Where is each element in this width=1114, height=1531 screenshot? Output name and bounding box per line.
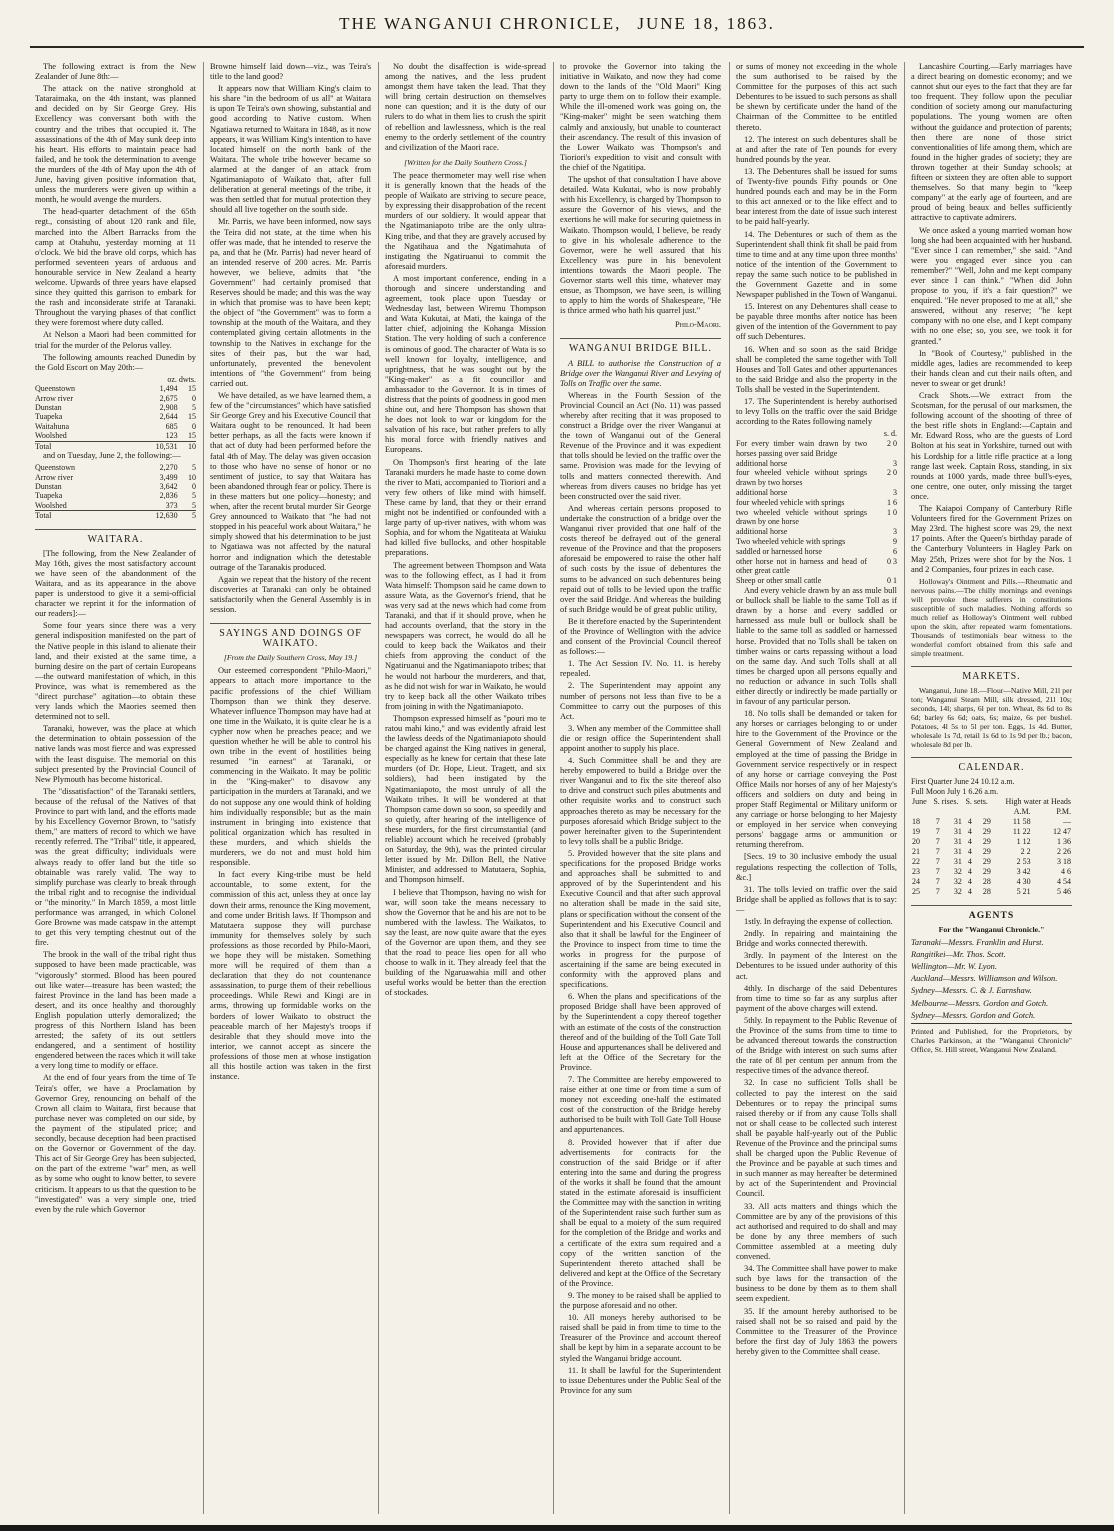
bill-section: or sums of money not exceeding in the whole the sum authorised to be raised by the Committee for the purposes of this act such Debentures to be issued to such persons as shall be shewn by certificate under the hand of the Chairman of the Committee to be entitled thereto.	[736, 62, 897, 132]
section-heading: MARKETS.	[911, 666, 1072, 682]
bill-section: 13. The Debentures shall be issued for sums of Twenty-five pounds Fifty pounds or One hundred pounds each and may be in the Form to this act annexed or to the like effect and to bear interest from the date of issue such interest to be paid half-yearly.	[736, 166, 897, 227]
article-paragraph: The following amounts reached Dunedin by the Gold Escort on May 20th:—	[35, 352, 196, 372]
masthead-title: THE WANGANUI CHRONICLE,	[339, 14, 622, 33]
column-5	[736, 62, 897, 1514]
article-paragraph: It appears now that William King's claim to his share "in the bedroom of us all" at Waitara is upon Te Teira's own showing, substantial and good according to Native custom. When Ngatiawa returned to Waitara in 1848, as it now appears, it was William King's intention to have located himself on the north bank of the Waitara. The whole tribe however became so alarmed at the danger of an attack from Ngatimaniapoto of Waikato that, after full deliberation at general meetings of the tribe, it was then settled that for mutual protection they should all live together on the south side.	[210, 84, 371, 215]
bill-section: 2. The Superintendent may appoint any number of persons not less than five to be a Committee to carry out the purposes of this Act.	[560, 681, 721, 721]
bill-section: 3. When any member of the Committee shall die or resign office the Superintendent shall appoint another to supply his place.	[560, 723, 721, 753]
article-paragraph: Mr. Parris, we have been informed, now says the Teira did not state, at the time when his offer was made, that he intended to reserve the pa, and that he (Mr. Parris) had never heard of an intended reserve of 200 acres. Mr. Parris however, we believe, admits that "the Government" had certainly promised that Reserves should be made; and this was the way in which that promise was to have been kept; the object of "the Government" was to form a township at the mouth of the Waitara, and they contemplated giving certain allotments in the township to the Natives in exchange for the sites of their pas, but the war had, unfortunately, prevented the benevolent intentions of "the Government" from being carried out.	[210, 217, 371, 388]
column-1	[35, 62, 196, 1514]
list-item: Sydney—Messrs. C. & J. Earnshaw.	[911, 986, 1032, 996]
gold-unit-label: oz. dwts.	[167, 374, 196, 384]
article-paragraph: Browne himself laid down—viz., was Teira's title to the land good?	[210, 62, 371, 82]
toll-row: four wheeled vehicle with springs 1 6	[736, 497, 897, 507]
gold-escort-table-1	[35, 375, 196, 451]
article-paragraph: A most important conference, ending in a thorough and sincere understanding and agreement, took place upon Tuesday or Wednesday last, between Wiremu Thompson and Wata Kukutai, at Mati, the kainga of the latter chief, adjoining the Kohanga Mission Station. The very holding of such a conference is ominous of good. The character of Wata is so well known for loyalty, intelligence, and uprightness, that he was sought out by the "King-maker" as a fit councillor and ambassador to the Governor. It is in times of distress that the points of goodness in good men shine out, and here Thompson has shown that he does not look to war or kingdom for the salvation of his race, but rather prefers to ally his moral force with friendly natives and Europeans.	[385, 273, 546, 455]
tolls-unit-label: s. d.	[883, 429, 897, 439]
article-paragraph: Thompson expressed himself as "pouri mo te ratou mahi kino," and was evidently afraid lest the lawless deeds of the Ngatimaniapoto should be charged against the King natives in general, especially as he knew for certain that these late murders (of Dr. Hope, Lieut. Tragett, and six soldiers), had been instigated by the Ngatimaniapoto, the most unruly of all the Waikato tribes. It will be wondered at that Thompson came down so soon, so speedily and so quietly, after hearing of the intelligence of these murders, for the first circumstantial (and reliable) account which he received (probably on Saturday, the 9th), was the printed circular letter issued by Mr. Dillon Bell, the Native Minister, and addressed to Matutaera, Sophia, and Thompson himself.	[385, 713, 546, 885]
article-paragraph: In fact every King-tribe must be held accountable, to some extent, for the commission of this act, unless they at once lay down their arms, renounce the King movement, and come under British laws. If Thompson and Matutaera suppose they will purchase immunity for themselves solely by such professions as those recorded by Philo-Maori, we hope they will be mistaken. Something more will be required of them than a declaration that they do not countenance assassination, to purge them of their rebellious proceedings. While Rewi and Kingi are in arms, throwing up formidable works on the borders of lower Waikato to obstruct the peaceable march of her Majesty's troops if desirable that they should move into the interior, we cannot accept as sincere the professions of those men at whose instigation all this hostile action was taken in the first instance.	[210, 870, 371, 1082]
section-heading: AGENTS	[911, 905, 1072, 921]
tolls-table	[736, 429, 897, 586]
imprint: Printed and Published, for the Proprietors, by Charles Parkinson, at the "Wanganui Chronicle" Office, St. Hill street, Wanganui New Zealand.	[911, 1023, 1072, 1054]
toll-row: two wheeled vehicle without springs drawn by one horse 1 0	[736, 507, 897, 527]
signature: Philo-Maori.	[675, 320, 721, 330]
table-row: Arrow river 3,499 10	[35, 472, 196, 482]
toll-row: Sheep or other small cattle 0 1	[736, 576, 897, 586]
section-subhead: For the "Wanganui Chronicle."	[938, 924, 1045, 934]
list-item: Taranaki—Messrs. Franklin and Hurst.	[911, 938, 1044, 948]
table-row: 20 7 31 4 29 1 12 1 36	[912, 836, 1071, 846]
bill-section: 1. The Act Session IV. No. 11. is hereby repealed.	[560, 659, 721, 679]
calendar-header-row: June S. rises. S. sets. High water at Heads	[912, 796, 1071, 806]
column-4	[560, 62, 721, 1514]
bill-section: 31. The tolls levied on traffic over the said Bridge shall be applied as follows that is to say:—	[736, 884, 897, 914]
table-row: Arrow river 2,675 0	[35, 393, 196, 403]
article-paragraph: No doubt the disaffection is wide-spread among the natives, and the less prudent amongst them have taken the lead. That they will bring certain destruction on themselves none can question; and it is the duty of our rulers to do what in them lies to crush the spirit of rebellion and lawlessness, which is the real enemy to the orderly settlement of the country and civilization of the Maori race.	[385, 62, 546, 152]
bill-section: 5. Provided however that the site plans and specifications for the proposed Bridge works and approaches shall be submitted to and approved of by the Superintendent and his Executive Council and that after such approval no alteration shall be made in the said site, plans or specification without the consent of the Superintendent and his Executive Council and also that it shall be lawful for the Engineer of the Province to inspect from time to time the works in progress for the purpose of ascertaining if the same are being executed in conformity with the approved plans and specifications.	[560, 848, 721, 990]
bill-section: 16. When and so soon as the said Bridge shall be completed the same together with Toll Houses and Toll Gates and other appurtenances to the said Bridge and also the property in the Tolls shall be vested in the Superintendent.	[736, 344, 897, 394]
bill-section: [Secs. 19 to 30 inclusive embody the usual regulations respecting the collection of Tolls, &c.]	[736, 852, 897, 882]
list-item: Melbourne—Messrs. Gordon and Gotch.	[911, 998, 1049, 1008]
toll-row: For every timber wain drawn by two horses passing over said Bridge 2 0	[736, 439, 897, 458]
bill-section: And every vehicle drawn by an ass mule bull or bullock shall be liable to the same Toll as if drawn by a horse and every saddled or harnessed ass mule bull or bullock shall be liable to the same toll as saddled or harnessed horse. Provided that no Tolls shall be taken on timber wains or carts repassing without a load on the same day. And such Tolls shall at all times be charged upon all persons equally and no reduction or advance in such Tolls shall either directly or indirectly be made partially or in favour of any particular person.	[736, 586, 897, 707]
article-paragraph: Be it therefore enacted by the Superintendent of the Province of Wellington with the advice and consent of the Provincial Council thereof as follows:—	[560, 616, 721, 657]
article-paragraph: The agreement between Thompson and Wata was to the following effect, as I had it from Wata himself: Thompson said he came down to assure Wata, as the Governor's friend, that he was very sad at the news which had come from Taranaki, and that if it should prove, when he had accounts overland, that the story in the newspapers was correct, he would do all he could to keep back the Waikatos and their chiefs from approving the conduct of the Ngatiruanui and the Ngatimaniapoto tribes; that he would not harbour the murderers, and that, as he did not wish for war in Waikato, he would try to keep back all the other Waikato tribes from joining in with the Ngatimaniapoto.	[385, 560, 546, 711]
bill-section: 18. No tolls shall be demanded or taken for any horses or carriages belonging to or under hire to the Government of the Province or the General Government of New Zealand and employed at the time of passing the Bridge in Government service respectively or in respect of any horse or carriage conveying the Post Office Mails nor horses of any of her Majesty's officers and soldiers on duty and being in proper Staff Regimental or Military uniform or any carriage or horse belonging to her Majesty or employed in her service when conveying persons' baggage arms or ammunition or returning therefrom.	[736, 709, 897, 850]
section-subhead: [Written for the Daily Southern Cross.]	[404, 157, 527, 167]
article-paragraph: The head-quarter detachment of the 65th regt., consisting of about 120 rank and file, marched into the Albert Barracks from the camp at Otahuhu, yesterday morning at 11 o'clock. We bid the brave old corps, which has performed seventeen years of arduous and honourable service in New Zealand a hearty welcome. Upwards of three years have elapsed since they quitted this garrison to embark for the rash and inconsiderate strife at Taranaki. Throughout the varying phases of that conflict they were foremost where duty called.	[35, 207, 196, 328]
bill-section: 7. The Committee are hereby empowered to raise either at one time or from time a sum of money not exceeding one-half the estimated cost of the construction of the Bridge hereby authorised to be built with Toll Gate Toll House and appurtenances.	[560, 1075, 721, 1135]
article-paragraph: On Thompson's first hearing of the late Taranaki murders he made haste to come down the river to Mati, accompanied to Tioriori and a very few others of like mind with himself. These came by land, that they or their errand might not be indentified or confounded with a large party of up-river natives, with whom was Sophia, and for whom the Ngatiteata at Waiuku had killed five bullocks, and other hospitable preparations.	[385, 457, 546, 558]
article-paragraph: Crack Shots.—We extract from the Scotsman, for the perusal of our marksmen, the following account of the shooting of three of the best rifle shots in England:—Captain and Mr. Edward Ross, who are the guests of Lord Bolton at his seat in Yorkshire, turned out with his Lordship for a little rifle practice at a long range last week. Captain Ross, standing, in six rounds at 1000 yards, made three bull's-eyes, one centre, one outer, only missing the target once.	[911, 391, 1072, 501]
section-subhead: [From the Daily Southern Cross, May 19.]	[223, 653, 358, 663]
article-paragraph: The Kaiapoi Company of Canterbury Rifle Volunteers fired for the Government Prizes on May 23rd. The highest score was 29, the next 17 points. After the Queen's birthday parade of the Canterbury Volunteers in Hagley Park on May 25th, Prizes were shot for by the Nos. 1 and 2 Companies, four prizes in each case.	[911, 504, 1072, 574]
column-rule	[203, 62, 204, 1514]
table-row: 21 7 31 4 29 2 2 2 26	[912, 846, 1071, 856]
column-rule	[378, 62, 379, 1514]
article-paragraph: Lancashire Courting.—Early marriages have a direct bearing on domestic economy; and we cannot shut our eyes to the fact that they are far too frequent. They follow upon the peculiar condition of society among our manufacturing populations. The young women are often without the guidance and protection of parents; then there are none of those strict conventionalities of life among them, which are found in the higher grades of society; they are thrown together at their Sunday schools; at fifteen or sixteen they are often able to support themselves. So that many begin to "keep company" at the early age of fourteen, and are proud of being beaux and belles sufficiently attractive to captivate admirers.	[911, 62, 1072, 223]
section-heading: SAYINGS AND DOINGS OF WAIKATO.	[210, 623, 371, 649]
table-row: 18 7 31 4 29 11 58 —	[912, 816, 1071, 826]
bill-section: 1stly. In defraying the expense of collection.	[744, 917, 893, 927]
article-paragraph: The following extract is from the New Zealander of June 8th:—	[35, 62, 196, 82]
article-paragraph: The attack on the native stronghold at Tataraimaka, on the 4th instant, was planned and decided on by Sir George Grey. His Excellency was conversant both with the country and the tribes that occupied it. The assassinations of the 4th of May sunk deep into his heart. His efforts to maintain peace had failed, and he took the determination to avenge the murders of the 4th of May upon the 4th of June, having given positive information that, unless the murderers were given up within a month, he would avenge the murders.	[35, 84, 196, 205]
gold-escort-table-2	[35, 463, 196, 520]
bill-section: 10. All moneys hereby authorised to be raised shall be paid in from time to time to the Treasurer of the Province and account thereof shall be kept by him in a separate account to be styled the Wanganui bridge account.	[560, 1313, 721, 1363]
article-paragraph: Taranaki, however, was the place at which the determination to obtain possession of the native lands was most fierce and was expressed with the least disguise. The memorial on this subject presented by the Provincial Council of New Plymouth has become historical.	[35, 724, 196, 784]
list-item: Wellington—Mr. W. Lyon.	[911, 962, 997, 972]
column-rule	[729, 62, 730, 1514]
table-total-row: Total 10,531 10	[35, 441, 196, 451]
column-2	[210, 62, 371, 1514]
bill-section: 4thly. In discharge of the said Debentures from time to time so far as any surplus after payment of the above charges will extend.	[736, 983, 897, 1013]
article-paragraph: Again we repeat that the history of the recent discoveries at Taranaki can only be obtained satisfactorily when the General Assembly is in session.	[210, 574, 371, 614]
table-row: Woolshed 123 15	[35, 431, 196, 441]
article-paragraph: Some four years since there was a very general indisposition manifested on the part of the Native people in this island to alienate their land, and their existed at the same time, a burning desire on the part of certain Europeans—the outward manifestation of which, in this Province, was what is remembered as the "direct purchase" agitation—to obtain these very lands which the Maories seemed then determined not to sell.	[35, 621, 196, 722]
article-paragraph: We have detailed, as we have learned them, a few of the "circumstances" which have satisfied Sir George Grey and his Executive Council that Waitara ought to be renounced. It had been better perhaps, as all the facts were known if that act of duty had been performed before the fatal 4th of May. The delay was given occasion to those who have no sense of honor or no sentiment of justice, to say that Waitara has been abandoned through fear or policy. There is in these matters but one policy—honesty; and when, after the recent brutal murder Sir George Grey announced to Waikato that "he had not stopped in his peaceful work about Waitara," he simply showed that his determination to be just to Ngatiawa was not affected by the natural horror and indignation which the detestable outrage of the Taranakis produced.	[210, 391, 371, 572]
table-total-row: Total 12,630 5	[35, 511, 196, 521]
column-rule	[553, 62, 554, 1514]
bill-section: 11. It shall be lawful for the Superintendent to issue Debentures under the Public Seal of the Province for any sum	[560, 1365, 721, 1395]
market-report: Wanganui, June 18.—Flour—Native Mill, 21l per ton; Wanganui Steam Mill, silk dressed, 21l 10s; seconds, 14l; sharps, 6l per ton. Wheat, 8s 6d to 8s 6d; barley 6s 6d; oats, 6s; maize, 6s per bushel. Potatoes, 4l 5s to 5l per ton. Eggs, 1s 4d. Butter, wholesale 1s 7d, retail 1s 6d to 1s 9d per lb.; bacon, wholesale 8d per lb.	[911, 685, 1072, 749]
column-6	[911, 62, 1072, 1514]
advertisement: Holloway's Ointment and Pills.—Rheumatic and nervous pains.—The chilly mornings and evenings will provoke these sufferers in constitutions susceptible of such maladies. Nothing affords so much relief as Holloway's Ointment well rubbed upon the skin, after repeated warm fomentations. Thousands of testimonials bear witness to the wonderful comfort obtained from this safe and simple treatment.	[911, 576, 1072, 658]
masthead	[0, 4, 1114, 44]
article-paragraph: The upshot of that consultation I have above detailed. Wata Kukutai, who is now probably with his Excellency, is charged by Thompson to assure the Governor of his views, and the exertions he will make for securing quietness in Waikato. Thompson would, I believe, be ready to give in his wholesale adherence to the Governor, were he well assured that his Excellency was pure in his benevolent intentions towards the Maori people. The Governor starts well this time, whatever may ensue, as Thompson, we have seen, is willing to apply to him the words of Shakespeare, "He is thrice armed who hath his quarrel just."	[560, 175, 721, 316]
table-row: 23 7 32 4 29 3 42 4 6	[912, 866, 1071, 876]
bill-section: 33. All acts matters and things which the Committee are by any of the provisions of this act authorised and required to do shall and may be done by any three members of such Committee assembled at a meeting duly convened.	[736, 1201, 897, 1262]
article-paragraph: I believe that Thompson, having no wish for war, will soon take the means necessary to show the Governor that he and his are not to be numbered with the lawless. The Waikatos, to say the least, are now quite aware that the eyes of the Governor are upon them, and they see that the road to peace lies open for all who choose to walk in it. They already feel that the building of the Ngaruawahia mill and other useful works would be better than the erection of stockades.	[385, 887, 546, 998]
table-row: Queenstown 2,270 5	[35, 463, 196, 473]
moon-row: Full Moon July 1 6.26 a.m.	[911, 786, 999, 796]
bill-section: 35. If the amount hereby authorised to be raised shall not be so raised and paid by the Committee to the Treasurer of the Province before the first day of July 1863 the powers hereby given to the Committee shall cease.	[736, 1306, 897, 1356]
toll-row: four wheeled vehicle without springs drawn by two horses 2 0	[736, 468, 897, 488]
table-row: 24 7 32 4 28 4 30 4 54	[912, 876, 1071, 886]
bill-section: 9. The money to be raised shall be applied to the purpose aforesaid and no other.	[560, 1290, 721, 1311]
bill-section: 3rdly. In payment of the Interest on the Debentures to be issued under authority of this act.	[736, 951, 897, 981]
article-paragraph: The "dissatisfaction" of the Taranaki settlers, because of the refusal of the Natives of that Province to part with land, and the efforts made by his Excellency Governor Brown, to "satisfy them," are matters of record to which we have recently referred. The "Tribal" title, it appeared, was the great difficulty; individuals were always ready to offer land but the title so obtainable was rarely valid. The way to simplify purchase was clearly to break through the tribal right and to recognise the individual or "the minority." In March 1859, a most little performance was arranged, in which Colonel Gore Browne was made catspaw in the attempt to get this very tempting chestnut out of the fire.	[35, 786, 196, 948]
article-paragraph: Whereas in the Fourth Session of the Provincial Council an Act (No. 11) was passed whereby after reciting that it was proposed to construct a Bridge over the river Wanganui at the town of Wanganui out of the General Revenue of the Province and it was expedient that tolls should be levied on the traffic over the same. Provision was made for the levying of tolls and matters connected therewith. And whereas from divers causes no bridge has yet been constructed over the said river.	[560, 390, 721, 501]
article-paragraph: and on Tuesday, June 2, the following:—	[43, 451, 181, 461]
bill-section: 5thly. In repayment to the Public Revenue of the Province of the sums from time to time to be advanced thereout towards the construction of the Bridge with interest on such sums after the rate of 8l per centum per annum from the respective times of the advance thereof.	[736, 1015, 897, 1076]
bill-title: A BILL to authorise the Construction of a Bridge over the Wanganui River and Levying of Tolls on Traffic over the same.	[560, 358, 721, 388]
table-row: Queenstown 1,494 15	[35, 384, 196, 394]
bill-section: 15. Interest on any Debentures shall cease to be payable three months after notice has been given of the intention of the Government to pay off such Debentures.	[736, 302, 897, 342]
bill-section: 6. When the plans and specifications of the proposed Bridge shall have been approved of by the Superintendent a copy thereof together with an estimate of the costs of the construction thereof and of the building of the Toll Gate Toll House and appurtenances shall be delivered and left at the Office of the Secretary for the Province.	[560, 992, 721, 1072]
article-paragraph: At Nelson a Maori had been committed for trial for the murder of the Pelorus valley.	[35, 330, 196, 350]
table-row: Dunstan 2,908 5	[35, 403, 196, 413]
masthead-rule	[30, 46, 1084, 48]
list-item: Sydney—Messrs. Gordon and Gotch.	[911, 1010, 1036, 1020]
article-paragraph: In "Book of Courtesy," published in the middle ages, ladies are recommended to keep their hands clean and cut their nails often, and never to swear or get drunk!	[911, 348, 1072, 388]
masthead-date: JUNE 18, 1863.	[637, 14, 775, 33]
toll-row: additional horse 3	[736, 488, 897, 498]
table-row: 19 7 31 4 29 11 22 12 47	[912, 826, 1071, 836]
column-rule	[904, 62, 905, 1514]
article-paragraph: At the end of four years from the time of Te Teira's offer, we have a Proclamation by Governor Grey, renouncing on behalf of the Crown all claim to Waitara, first because that purchase never was completed on our side, by the payment of the stipulated price; and secondly, because deception had been practised on the Governor or Government of the day. This act of Sir George Grey has been subjected, on the part of the extreme "war" men, as well as by some who ought to know better, to severe criticism. It appears to us that the question to be "investigated" was a very simple one, tried even by the rule which Governor	[35, 1073, 196, 1214]
article-paragraph: The peace thermometer may well rise when it is generally known that the heads of the people of Waikato are striving to secure peace, by expressing their disapprobation of the recent murders of our soldiery. It would appear that the Ngatimaniapoto tribe are the only ultra-King tribe, and that they are gravely accused by the Ngatihaua and the Ngatimahuta of instigating the Ngatiruanui to commit the aforesaid murders.	[385, 170, 546, 271]
article-paragraph: to provoke the Governor into taking the initiative in Waikato, and now they had come down to the lands of the "Old Maori" King party to urge them on to follow their example. While the ill-omened work was going on, the "King-maker" might be seen watching them calmly and anxiously, but unable to counteract their ascendancy. The result of this invasion of the Lower Waikato was Thompson's and Tioriori's expedition to visit and consult with the chief of the Ngatitipa.	[560, 62, 721, 172]
bill-section: 8. Provided however that if after due advertisements for contracts for the construction of the said Bridge or if after entering into the same and during the progress of the works it shall be found that the amount stated in the estimate aforesaid is insufficient the Committee may with the sanction in writing of the Superintendent raise such further sum as shall be equal to a moiety of the sum required for the completion of the Bridge and works and a certificate of the extra sum required and a copy of the written sanction of the Superintendent thereto attached shall be delivered and kept at the Office of the Secretary of the Province.	[560, 1137, 721, 1288]
calendar-table	[911, 797, 1072, 897]
bill-section: 14. The Debentures or such of them as the Superintendent shall think fit shall be paid from time to time and at any time upon three months' notice of the intention of the Government to repay the same such notice to be published in the Government Gazette and in some Newspaper published in the Town of Wanganui.	[736, 229, 897, 300]
bill-section: 4. Such Committee shall be and they are hereby empowered to build a Bridge over the river Wanganui and to fix the site thereof also to drive and construct such piles abutments and other requisite works and to construct such approaches thereto as may be necessary for the purposes aforesaid which Bridge subject to the power hereinafter given to the Superintendent to levy tolls shall be a public Bridge.	[560, 756, 721, 846]
table-row: Waitahuna 685 0	[35, 421, 196, 431]
section-heading: WANGANUI BRIDGE BILL.	[560, 338, 721, 354]
list-item: Rangitikei—Mr. Thos. Scott.	[911, 950, 1006, 960]
column-3	[385, 62, 546, 1514]
toll-row: saddled or harnessed horse 6	[736, 546, 897, 556]
table-row: Dunstan 3,642 0	[35, 481, 196, 491]
bill-section: 17. The Superintendent is hereby authorised to levy Tolls on the traffic over the said Bridge according to the Rates following namely	[736, 397, 897, 427]
toll-row: additional horse 3	[736, 458, 897, 468]
list-item: Auckland—Messrs. Williamson and Wilson.	[911, 974, 1058, 984]
bill-section: 34. The Committee shall have power to make such bye laws for the transaction of the business to be done by them as to them shall seem expedient.	[736, 1264, 897, 1304]
article-paragraph: And whereas certain persons proposed to undertake the construction of a bridge over the Wanganui river provided that one half of the costs thereof be defrayed out of the general revenue of the Province and that the proposers aforesaid be empowered to raise the other half of such costs by the issue of debentures the sums to be advanced on such debentures being repaid out of tolls to be levied upon the traffic over the said Bridge. And whereas the building of such Bridge would be of great public utility,	[560, 503, 721, 614]
bill-section: 12. The interest on such debentures shall be at and after the rate of Ten pounds for every hundred pounds by the year.	[736, 134, 897, 164]
moon-phases	[911, 777, 1072, 797]
toll-row: Two wheeled vehicle with springs 9	[736, 537, 897, 547]
bill-section: 32. In case no sufficient Tolls shall be collected to pay the interest on the said Debentures or to repay the principal sums raised thereby or if from any cause Tolls shall not or shall cease to be collected such interest shall be payable half-yearly out of the Public Revenue of the Province and the principal sums shall be charged upon the Public Revenue of the Province and be payable at such times and in such manner as may hereafter be determined by act of the Superintendent and Provincial Council.	[736, 1078, 897, 1199]
agents-list	[911, 938, 1072, 1021]
article-paragraph: We once asked a young married woman how long she had been acquainted with her husband. "Ever since I can remember," she said. "And were you engaged ever since you can remember?" "Well, John and me kept company ever since I can think." "When did John propose to you, if it's a fair question?" we enquired. "He never proposed to me at all," she answered, without any reserve; "he kept company with no one else, and I kept company with no one else; so, you see, we took it for granted."	[911, 225, 1072, 346]
table-row: Tuapeka 2,644 15	[35, 412, 196, 422]
table-row: Woolshed 373 5	[35, 500, 196, 510]
article-paragraph: The brook in the wall of the tribal right thus supposed to have been made practicable, was "vigorously" stormed. Blood has been poured out like water—treasure has been wasted; the fairest Province in the land has been made a desert, and its once healthy and thoroughly English population utterly demoralized; the progress of this Northern Island has been arrested; the safety of its out settlers endangered, and a sentiment of hostility engendered between the races which it will take a very long time to modify or efface.	[35, 950, 196, 1071]
toll-row: additional horse 3	[736, 527, 897, 537]
section-heading: CALENDAR.	[911, 757, 1072, 773]
table-row: Tuapeka 2,836 5	[35, 491, 196, 501]
article-paragraph: [The following, from the New Zealander of May 16th, gives the most satisfactory account we have seen of the abandonment of the Waitara, and as its appearance in the above paper is understood to give it a semi-official character we reprint it for the information of our readers]:—	[35, 548, 196, 619]
moon-row: First Quarter June 24 10.12 a.m.	[911, 776, 1015, 786]
table-row: 25 7 32 4 28 5 21 5 46	[912, 886, 1071, 896]
toll-row: other horse not in harness and head of other great cattle 0 3	[736, 556, 897, 576]
table-row: 22 7 31 4 29 2 53 3 18	[912, 856, 1071, 866]
page-bottom-edge	[0, 1525, 1114, 1531]
article-paragraph: Our esteemed correspondent "Philo-Maori," appears to attach more importance to the pacific professions of the chief William Thompson than we think they deserve. Whatever influence Thompson may have had at one time in the Waikato, it is quite clear he is a cypher now when he preaches peace; and we question whether he will be able to control his own tribe in the event of hostilities being resumed "in earnest" at Taranaki, or commencing in the Waikato. It may be politic in the "King-maker" to disavow any participation in the murders at Taranaki, and we do not suppose any one would think of holding him individually responsible; but as the main instrument in bringing into existence that political organization which has resulted in these murders, and which shields the murderers, we do not and must hold him responsible.	[210, 666, 371, 868]
bill-section: 2ndly. In repairing and maintaining the Bridge and works connected therewith.	[736, 929, 897, 949]
calendar-subheader-row: A.M. P.M.	[1013, 806, 1071, 816]
section-heading: WAITARA.	[35, 529, 196, 545]
